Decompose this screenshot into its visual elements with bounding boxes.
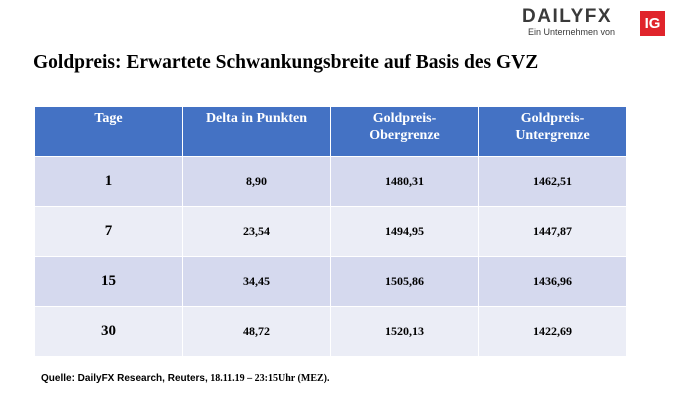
header-days-label: Tage [94,111,123,126]
cell-lower: 1447,87 [479,207,627,257]
cell-upper: 1494,95 [331,207,479,257]
cell-days: 15 [35,257,183,307]
cell-delta: 48,72 [183,307,331,357]
gold-range-table [34,106,627,357]
cell-upper: 1505,86 [331,257,479,307]
header-delta [183,107,331,157]
header-delta-label: Delta in Punkten [205,111,308,126]
table-row [35,257,627,307]
header-lower-bound [479,107,627,157]
page-title: Goldpreis: Erwartete Schwankungsbreite auf Basis des GVZ [33,52,539,73]
cell-days: 7 [35,207,183,257]
cell-days: 1 [35,157,183,207]
logo-wordmark: DAILYFX [522,6,613,27]
header-lower-label: Goldpreis- Untergrenze [515,111,590,143]
header-upper-label: Goldpreis- Obergrenze [369,111,440,143]
ig-logo-badge: IG [640,11,665,36]
dailyfx-logo [507,6,667,40]
cell-delta: 8,90 [183,157,331,207]
header-upper-bound [331,107,479,157]
source-note [41,373,330,385]
cell-upper: 1520,13 [331,307,479,357]
header-days [35,107,183,157]
table-row [35,307,627,357]
table-row [35,207,627,257]
logo-subtitle: Ein Unternehmen von [528,27,616,37]
source-prefix: Quelle: DailyFX Research, Reuters, [41,373,208,384]
cell-delta: 34,45 [183,257,331,307]
cell-lower: 1436,96 [479,257,627,307]
cell-upper: 1480,31 [331,157,479,207]
cell-delta: 23,54 [183,207,331,257]
cell-lower: 1462,51 [479,157,627,207]
table-row [35,157,627,207]
source-suffix: 18.11.19 – 23:15Uhr (MEZ). [207,373,330,384]
cell-days: 30 [35,307,183,357]
table-header-row [35,107,627,157]
cell-lower: 1422,69 [479,307,627,357]
